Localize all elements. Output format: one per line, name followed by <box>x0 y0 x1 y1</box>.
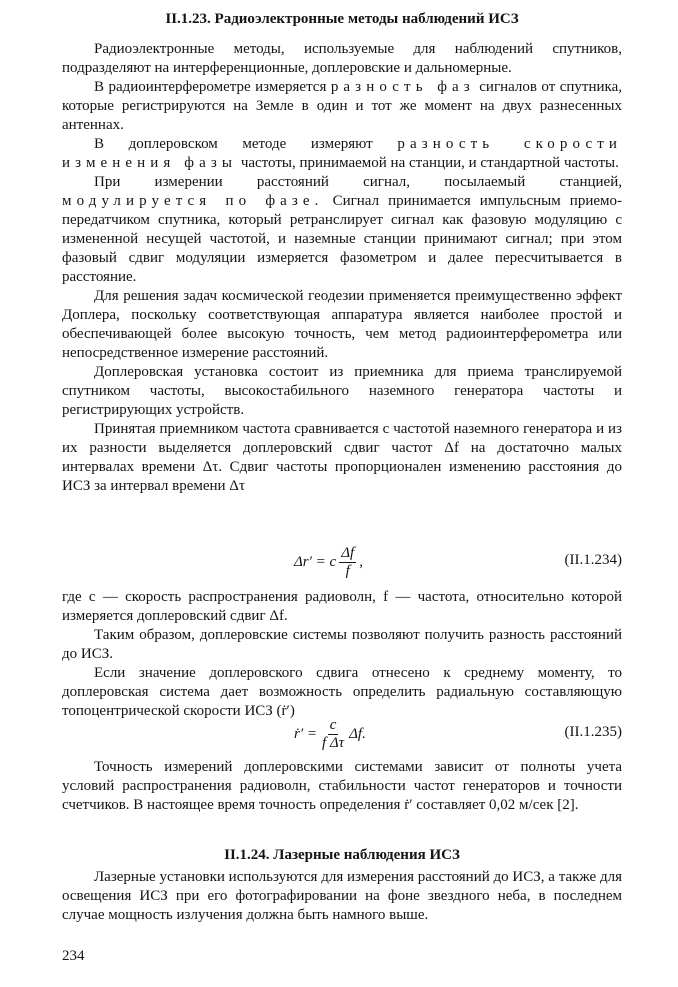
spaced-emphasis: разность фаз <box>330 79 475 95</box>
text-block-4 <box>62 868 622 925</box>
fraction-numerator: Δf <box>341 544 355 561</box>
formula-234 <box>62 540 622 584</box>
text-block-3 <box>62 758 622 815</box>
paragraph-radial-velocity: Если значение доплеровского сдвига отнесено к среднему моменту, то доплеровская система дает возможность определить радиальную составляющую топоцентрической скорости ИСЗ (ṙ′) <box>62 665 622 719</box>
paragraph-conclusion: Таким образом, доплеровские системы позволяют получить разность расстояний до ИСЗ. <box>62 627 622 662</box>
paragraph-interferometer: В радиоинтерферометре измеряется разность фаз сигналов от спутника, которые регистрируются на Земле в один и тот же момент на двух разнесенных антеннах. <box>62 79 622 133</box>
paragraph-ranging: При измерении расстояний сигнал, посылаемый станцией, модулируется по фазе. Сигнал принимается импульсным приемо-передатчиком спутника, который ретранслирует сигнал как фазовую модуляцию с измененной несущей частотой, и наземные станции принимают сигнал; при этом фазовый сдвиг модуляции измеряется фазометром и далее пересчитывается в расстояние. <box>62 174 622 285</box>
equation-number: (II.1.235) <box>564 724 622 740</box>
paragraph-doppler-setup: Доплеровская установка состоит из приемника для приема транслируемой спутником частоты, высокостабильного наземного генератора частоты и регистрирующих устройств. <box>62 364 622 418</box>
text-block-1 <box>62 40 622 496</box>
paragraph-where: где c — скорость распространения радиоволн, f — частота, относительно которой измеряется доплеровский сдвиг Δf. <box>62 589 622 624</box>
fraction-numerator: c <box>329 716 337 733</box>
paragraph-accuracy: Точность измерений доплеровскими системами зависит от полноты учета условий распространения радиоволн, стабильности частот генераторов и точности счетчиков. В настоящее время точность определения ṙ′ составляет 0,02 м/сек [2]. <box>62 759 622 813</box>
spaced-emphasis: модулируется по фазе. <box>62 193 324 209</box>
fraction-denominator: f <box>345 562 350 579</box>
formula-lhs: ṙ′ = <box>294 725 317 742</box>
formula-lhs: Δr′ = c <box>294 553 337 570</box>
fraction-denominator: f Δτ <box>322 734 345 751</box>
paragraph-frequency-shift: Принятая приемником частота сравнивается с частотой наземного генератора и из их разности выделяется доплеровский сдвиг частот Δf на достаточно малых интервалах времени Δτ. Сдвиг частоты пропорционален изменению расстояния до ИСЗ за интервал времени Δτ <box>62 421 622 494</box>
section-title-laser: II.1.24. Лазерные наблюдения ИСЗ <box>224 847 460 863</box>
paragraph-methods: Радиоэлектронные методы, используемые для наблюдений спутников, подразделяют на интерференционные, доплеровские и дальномерные. <box>62 41 622 76</box>
formula-235 <box>62 712 622 756</box>
page-number: 234 <box>62 948 85 964</box>
equation-number: (II.1.234) <box>564 552 622 568</box>
spaced-emphasis: разность скорости изменения фазы <box>62 136 622 171</box>
fraction <box>320 717 346 752</box>
paragraph-doppler-method: В доплеровском методе измеряют разность скорости изменения фазы частоты, принимаемой на станции, и стандартной частоты. <box>62 136 622 171</box>
section-title-radioelectronic: II.1.23. Радиоэлектронные методы наблюдений ИСЗ <box>165 11 519 27</box>
formula-tail: , <box>359 553 363 570</box>
text-block-2 <box>62 588 622 721</box>
paragraph-doppler-effect: Для решения задач космической геодезии применяется преимущественно эффект Доплера, поскольку соответствующая аппаратура является наиболее простой и обеспечивающей более высокую точность, чем метод радиоинтерферометра или непосредственное измерение расстояний. <box>62 288 622 361</box>
formula-tail: Δf. <box>349 725 366 742</box>
fraction <box>339 545 356 580</box>
paragraph-laser: Лазерные установки используются для измерения расстояний до ИСЗ, а также для освещения ИСЗ при его фотографировании на фоне звездного неба, в последнем случае мощность излучения должна быть намного выше. <box>62 869 622 923</box>
